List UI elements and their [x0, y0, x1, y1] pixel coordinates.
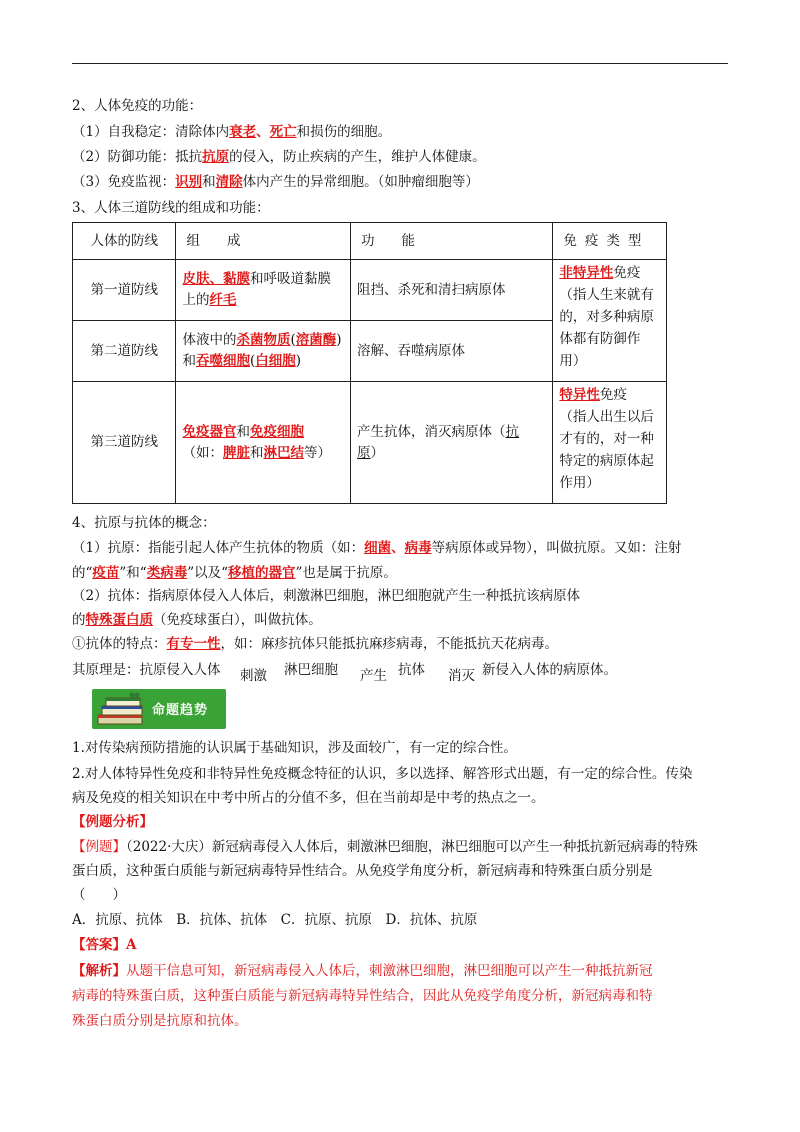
header-cell: 组 成 [176, 223, 351, 260]
header-cell: 人体的防线 [73, 223, 176, 260]
table-row [73, 260, 667, 321]
row-name: 第一道防线 [73, 260, 176, 321]
principle-post: 新侵入人体的病原体。 [482, 662, 617, 678]
row-function: 溶解、吞噬病原体 [351, 321, 553, 382]
section3-title: 3、人体三道防线的组成和功能： [72, 200, 270, 216]
example-analysis-2: 病毒的特殊蛋白质，这种蛋白质能与新冠病毒特异性结合，因此从免疫学角度分析，新冠病毒和特 [72, 988, 653, 1004]
immune-type-nonspecific: 非特异性免疫 （指人生来就有的，对多种病原体都有防御作用） [553, 260, 667, 382]
arrow-label: 消灭 [448, 668, 475, 684]
row-composition: 皮肤、黏膜和呼吸道黏膜上的纤毛 [176, 260, 351, 321]
keyword: 识别 [175, 174, 203, 190]
header-rule [72, 63, 728, 64]
badge-label: 命题趋势 [152, 703, 209, 718]
example-q1: 【例题】（2022·大庆）新冠病毒侵入人体后，刺激淋巴细胞，淋巴细胞可以产生一种抵抗新冠病毒的特殊 [72, 839, 698, 855]
example-options: A．抗原、抗体 B．抗体、抗体 C．抗原、抗原 D．抗体、抗原 [72, 912, 478, 928]
keyword: 清除 [215, 174, 243, 190]
section4-line3: （2）抗体：指病原体侵入人体后，刺激淋巴细胞，淋巴细胞就产生一种抵抗该病原体 [72, 588, 581, 604]
books-icon [96, 691, 148, 727]
section2-item3: （3）免疫监视：识别和清除体内产生的异常细胞。（如肿瘤细胞等） [72, 174, 479, 190]
header-cell: 免疫类型 [553, 223, 667, 260]
trend-badge [92, 689, 226, 729]
row-name: 第二道防线 [73, 321, 176, 382]
immune-type-specific: 特异性免疫 （指人出生以后才有的，对一种特定的病原体起作用） [553, 382, 667, 504]
section4-line1: （1）抗原：指能引起人体产生抗体的物质（如：细菌、病毒等病原体或异物），叫做抗原。又如：注射 [72, 540, 682, 556]
row-name: 第三道防线 [73, 382, 176, 504]
example-answer: 【答案】A [72, 937, 137, 953]
defense-table [72, 222, 667, 504]
table-row [73, 382, 667, 504]
example-heading: 【例题分析】 [72, 814, 153, 830]
section2-item2: （2）防御功能：抵抗抗原的侵入，防止疾病的产生，维护人体健康。 [72, 149, 486, 165]
row-composition: 体液中的杀菌物质(溶菌酶)和吞噬细胞(白细胞) [176, 321, 351, 382]
section4-line2: 的“疫苗”和“类病毒”以及“移植的器官”也是属于抗原。 [72, 565, 397, 581]
example-analysis-1: 【解析】从题干信息可知，新冠病毒侵入人体后，刺激淋巴细胞，淋巴细胞可以产生一种抵抗新冠 [72, 963, 653, 979]
example-q2: 蛋白质，这种蛋白质能与新冠病毒特异性结合。从免疫学角度分析，新冠病毒和特殊蛋白质分别是 [72, 863, 653, 879]
section2-item1: （1）自我稳定：清除体内衰老、死亡和损伤的细胞。 [72, 124, 392, 140]
example-analysis-3: 殊蛋白质分别是抗原和抗体。 [72, 1013, 248, 1029]
example-q3: （ ） [72, 887, 126, 903]
trend-p2a: 2.对人体特异性免疫和非特异性免疫概念特征的认识，多以选择、解答形式出题，有一定的综合性。传染 [72, 766, 693, 782]
section4-line5: ①抗体的特点：有专一性，如：麻疹抗体只能抵抗麻疹病毒，不能抵抗天花病毒。 [72, 636, 558, 652]
row-function: 阻挡、杀死和清扫病原体 [351, 260, 553, 321]
section4-title: 4、抗原与抗体的概念： [72, 515, 216, 531]
arrow-label: 刺激 [240, 668, 267, 684]
keyword: 衰老 [229, 124, 257, 140]
principle-pre: 其原理是：抗原侵入人体 [72, 662, 221, 678]
trend-p2b: 病及免疫的相关知识在中考中所占的分值不多，但在当前却是中考的热点之一。 [72, 790, 545, 806]
table-header-row [73, 223, 667, 260]
row-function: 产生抗体，消灭病原体（抗 原） [351, 382, 553, 504]
principle-word: 抗体 [398, 662, 425, 678]
section2-title: 2、人体免疫的功能： [72, 98, 203, 114]
principle-word: 淋巴细胞 [284, 662, 338, 678]
trend-p1: 1.对传染病预防措施的认识属于基础知识，涉及面较广，有一定的综合性。 [72, 740, 517, 756]
keyword: 抗原 [202, 149, 230, 165]
keyword: 死亡 [269, 124, 297, 140]
header-cell: 功 能 [351, 223, 553, 260]
section4-line4: 的特殊蛋白质（免疫球蛋白），叫做抗体。 [72, 612, 322, 628]
arrow-label: 产生 [360, 668, 387, 684]
row-composition: 免疫器官和免疫细胞 （如：脾脏和淋巴结等） [176, 382, 351, 504]
